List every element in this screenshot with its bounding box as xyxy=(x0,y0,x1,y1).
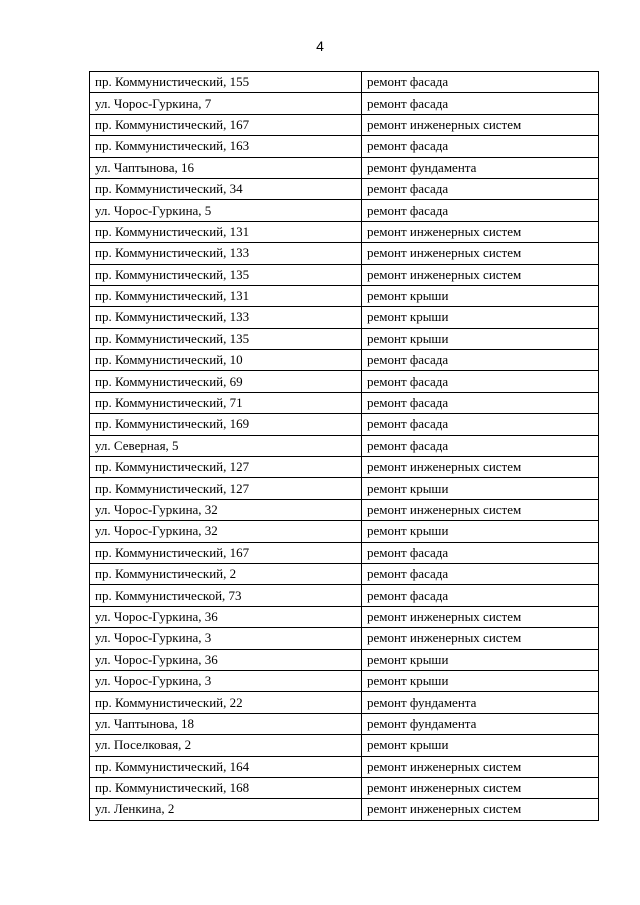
work-type-cell: ремонт крыши xyxy=(362,521,599,542)
table-row xyxy=(90,649,599,670)
table-row xyxy=(90,756,599,777)
work-type-cell: ремонт фундамента xyxy=(362,157,599,178)
address-cell: ул. Чорос-Гуркина, 3 xyxy=(90,628,362,649)
address-cell: пр. Коммунистический, 155 xyxy=(90,72,362,93)
table-row xyxy=(90,285,599,306)
address-cell: пр. Коммунистический, 167 xyxy=(90,542,362,563)
address-cell: ул. Чаптынова, 16 xyxy=(90,157,362,178)
table-row xyxy=(90,328,599,349)
table-row xyxy=(90,178,599,199)
work-type-cell: ремонт инженерных систем xyxy=(362,606,599,627)
address-cell: ул. Чаптынова, 18 xyxy=(90,713,362,734)
address-cell: ул. Чорос-Гуркина, 32 xyxy=(90,499,362,520)
table-row xyxy=(90,499,599,520)
table-body xyxy=(90,72,599,821)
work-type-cell: ремонт инженерных систем xyxy=(362,243,599,264)
address-cell: пр. Коммунистический, 135 xyxy=(90,264,362,285)
work-type-cell: ремонт крыши xyxy=(362,670,599,691)
work-type-cell: ремонт фасада xyxy=(362,414,599,435)
address-cell: ул. Чорос-Гуркина, 32 xyxy=(90,521,362,542)
address-cell: пр. Коммунистический, 2 xyxy=(90,563,362,584)
table-row xyxy=(90,414,599,435)
work-type-cell: ремонт инженерных систем xyxy=(362,799,599,820)
address-cell: пр. Коммунистический, 71 xyxy=(90,392,362,413)
address-cell: пр. Коммунистический, 127 xyxy=(90,457,362,478)
table-row xyxy=(90,157,599,178)
address-cell: пр. Коммунистический, 133 xyxy=(90,307,362,328)
table-row xyxy=(90,350,599,371)
work-type-cell: ремонт фундамента xyxy=(362,692,599,713)
table-row xyxy=(90,435,599,456)
address-cell: пр. Коммунистический, 167 xyxy=(90,114,362,135)
address-cell: пр. Коммунистический, 131 xyxy=(90,285,362,306)
table-row xyxy=(90,735,599,756)
work-type-cell: ремонт фасада xyxy=(362,178,599,199)
table-row xyxy=(90,799,599,820)
address-cell: пр. Коммунистической, 73 xyxy=(90,585,362,606)
address-cell: ул. Северная, 5 xyxy=(90,435,362,456)
address-cell: пр. Коммунистический, 135 xyxy=(90,328,362,349)
address-cell: пр. Коммунистический, 22 xyxy=(90,692,362,713)
table-row xyxy=(90,72,599,93)
address-cell: ул. Чорос-Гуркина, 36 xyxy=(90,606,362,627)
work-type-cell: ремонт инженерных систем xyxy=(362,457,599,478)
address-cell: ул. Чорос-Гуркина, 5 xyxy=(90,200,362,221)
address-cell: пр. Коммунистический, 10 xyxy=(90,350,362,371)
page-number: 4 xyxy=(316,38,324,54)
address-cell: пр. Коммунистический, 127 xyxy=(90,478,362,499)
address-cell: ул. Ленкина, 2 xyxy=(90,799,362,820)
work-type-cell: ремонт крыши xyxy=(362,328,599,349)
table-row xyxy=(90,713,599,734)
work-type-cell: ремонт инженерных систем xyxy=(362,756,599,777)
work-type-cell: ремонт фасада xyxy=(362,392,599,413)
address-cell: пр. Коммунистический, 164 xyxy=(90,756,362,777)
table-row xyxy=(90,606,599,627)
work-type-cell: ремонт крыши xyxy=(362,478,599,499)
address-cell: ул. Чорос-Гуркина, 36 xyxy=(90,649,362,670)
work-type-cell: ремонт крыши xyxy=(362,285,599,306)
work-type-cell: ремонт крыши xyxy=(362,649,599,670)
work-type-cell: ремонт фасада xyxy=(362,200,599,221)
work-type-cell: ремонт инженерных систем xyxy=(362,777,599,798)
address-cell: пр. Коммунистический, 131 xyxy=(90,221,362,242)
work-type-cell: ремонт инженерных систем xyxy=(362,221,599,242)
table-row xyxy=(90,93,599,114)
work-type-cell: ремонт фасада xyxy=(362,93,599,114)
work-type-cell: ремонт фундамента xyxy=(362,713,599,734)
table-row xyxy=(90,136,599,157)
work-type-cell: ремонт инженерных систем xyxy=(362,264,599,285)
work-type-cell: ремонт фасада xyxy=(362,563,599,584)
table-row xyxy=(90,692,599,713)
address-cell: пр. Коммунистический, 168 xyxy=(90,777,362,798)
table-row xyxy=(90,670,599,691)
address-cell: пр. Коммунистический, 133 xyxy=(90,243,362,264)
table-row xyxy=(90,371,599,392)
work-type-cell: ремонт фасада xyxy=(362,371,599,392)
table-row xyxy=(90,392,599,413)
table-row xyxy=(90,628,599,649)
address-cell: ул. Поселковая, 2 xyxy=(90,735,362,756)
address-cell: пр. Коммунистический, 163 xyxy=(90,136,362,157)
table-row xyxy=(90,264,599,285)
address-cell: ул. Чорос-Гуркина, 3 xyxy=(90,670,362,691)
address-cell: пр. Коммунистический, 69 xyxy=(90,371,362,392)
table-row xyxy=(90,777,599,798)
table-row xyxy=(90,521,599,542)
table-row xyxy=(90,457,599,478)
table-row xyxy=(90,114,599,135)
table-row xyxy=(90,221,599,242)
work-type-cell: ремонт крыши xyxy=(362,735,599,756)
table-row xyxy=(90,563,599,584)
work-type-cell: ремонт фасада xyxy=(362,542,599,563)
work-type-cell: ремонт фасада xyxy=(362,136,599,157)
address-cell: пр. Коммунистический, 34 xyxy=(90,178,362,199)
work-type-cell: ремонт фасада xyxy=(362,72,599,93)
work-type-cell: ремонт инженерных систем xyxy=(362,499,599,520)
table-row xyxy=(90,478,599,499)
work-type-cell: ремонт крыши xyxy=(362,307,599,328)
table-row xyxy=(90,307,599,328)
address-cell: ул. Чорос-Гуркина, 7 xyxy=(90,93,362,114)
works-table xyxy=(89,71,599,821)
address-cell: пр. Коммунистический, 169 xyxy=(90,414,362,435)
work-type-cell: ремонт фасада xyxy=(362,350,599,371)
table-row xyxy=(90,200,599,221)
table-row xyxy=(90,585,599,606)
work-type-cell: ремонт фасада xyxy=(362,435,599,456)
table-row xyxy=(90,542,599,563)
table-row xyxy=(90,243,599,264)
work-type-cell: ремонт фасада xyxy=(362,585,599,606)
work-type-cell: ремонт инженерных систем xyxy=(362,114,599,135)
work-type-cell: ремонт инженерных систем xyxy=(362,628,599,649)
